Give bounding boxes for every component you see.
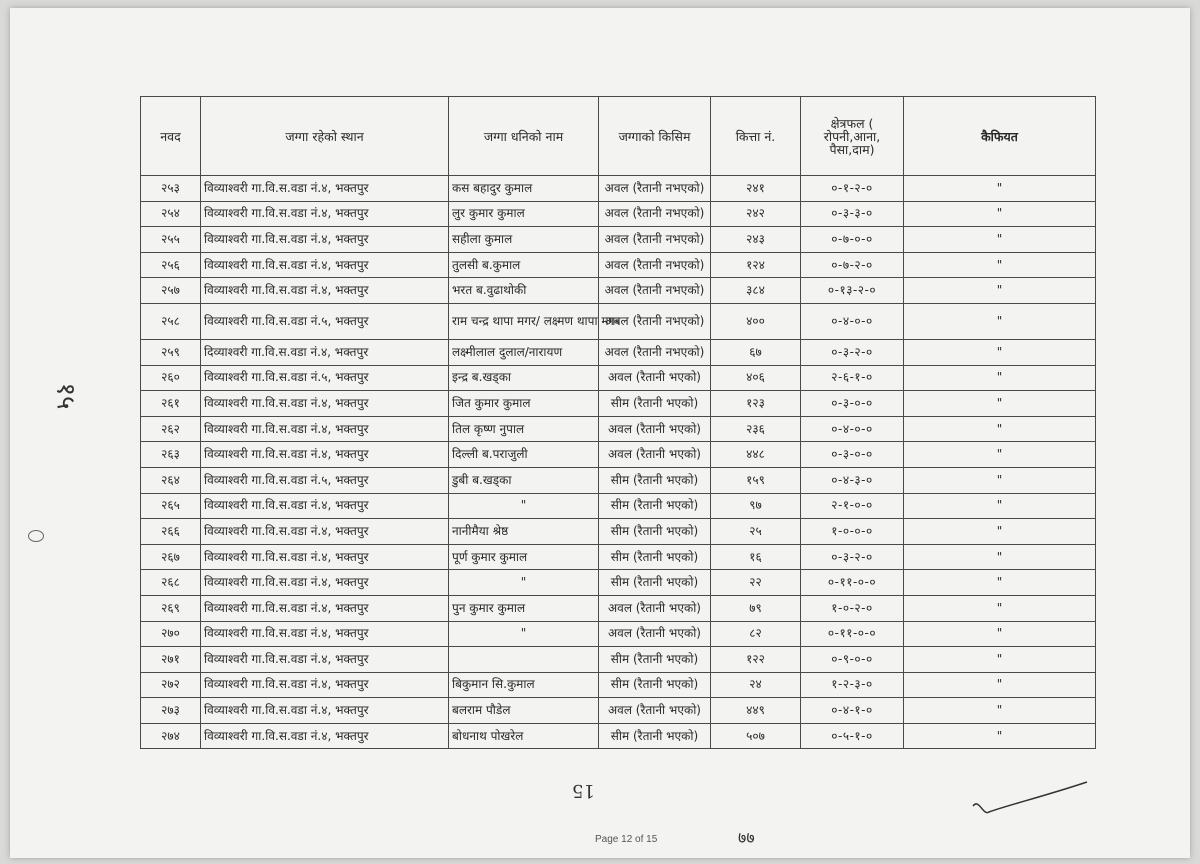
- table-row: [141, 227, 1096, 253]
- land-type-cell: अवल (रैतानी भएको): [599, 595, 711, 621]
- table-row: [141, 647, 1096, 673]
- serial-cell: २७३: [141, 698, 201, 724]
- kitta-cell: ५०७: [711, 723, 801, 749]
- place-cell: विव्याश्वरी गा.वि.स.वडा नं.४, भक्तपुर: [201, 698, 449, 724]
- kitta-cell: २५: [711, 519, 801, 545]
- remarks-cell: ": [904, 723, 1096, 749]
- remarks-cell: ": [904, 647, 1096, 673]
- area-cell: ०-७-०-०: [801, 227, 904, 253]
- table-row: [141, 201, 1096, 227]
- place-cell: विव्याश्वरी गा.वि.स.वडा नं.४, भक्तपुर: [201, 416, 449, 442]
- owner-cell: [449, 647, 599, 673]
- land-type-cell: अवल (रैतानी नभएको): [599, 303, 711, 339]
- signature: [965, 776, 1095, 826]
- serial-cell: २७२: [141, 672, 201, 698]
- table-row: [141, 723, 1096, 749]
- kitta-cell: २४२: [711, 201, 801, 227]
- serial-cell: २६०: [141, 365, 201, 391]
- owner-cell: जित कुमार कुमाल: [449, 391, 599, 417]
- place-cell: विव्याश्वरी गा.वि.स.वडा नं.४, भक्तपुर: [201, 672, 449, 698]
- table-row: [141, 176, 1096, 202]
- owner-cell: सहीला कुमाल: [449, 227, 599, 253]
- land-type-cell: अवल (रैतानी नभएको): [599, 252, 711, 278]
- land-type-cell: सीम (रैतानी भएको): [599, 493, 711, 519]
- serial-cell: २५६: [141, 252, 201, 278]
- owner-cell: डुबी ब.खड्का: [449, 467, 599, 493]
- remarks-cell: ": [904, 227, 1096, 253]
- table-row: [141, 493, 1096, 519]
- land-type-cell: अवल (रैतानी नभएको): [599, 278, 711, 304]
- owner-cell: पुन कुमार कुमाल: [449, 595, 599, 621]
- kitta-cell: १२४: [711, 252, 801, 278]
- header-area: क्षेत्रफल ( रोपनी,आना, पैसा,दाम): [801, 97, 904, 176]
- place-cell: विव्याश्वरी गा.वि.स.वडा नं.४, भक्तपुर: [201, 252, 449, 278]
- kitta-cell: ७९: [711, 595, 801, 621]
- serial-cell: २५९: [141, 339, 201, 365]
- place-cell: विव्याश्वरी गा.वि.स.वडा नं.४, भक्तपुर: [201, 442, 449, 468]
- header-kitta: कित्ता नं.: [711, 97, 801, 176]
- area-cell: ०-७-२-०: [801, 252, 904, 278]
- serial-cell: २६१: [141, 391, 201, 417]
- owner-cell: ": [449, 493, 599, 519]
- serial-cell: २६२: [141, 416, 201, 442]
- kitta-cell: ९७: [711, 493, 801, 519]
- kitta-cell: २४३: [711, 227, 801, 253]
- place-cell: विव्याश्वरी गा.वि.स.वडा नं.४, भक्तपुर: [201, 647, 449, 673]
- land-type-cell: अवल (रैतानी नभएको): [599, 201, 711, 227]
- place-cell: विव्याश्वरी गा.वि.स.वडा नं.४, भक्तपुर: [201, 723, 449, 749]
- kitta-cell: ४४९: [711, 698, 801, 724]
- table-row: [141, 672, 1096, 698]
- area-cell: ०-११-०-०: [801, 621, 904, 647]
- table-row: [141, 698, 1096, 724]
- header-land-type: जग्गाको किसिम: [599, 97, 711, 176]
- header-remarks: कैफियत: [904, 97, 1096, 176]
- remarks-cell: ": [904, 672, 1096, 698]
- kitta-cell: ३८४: [711, 278, 801, 304]
- area-cell: ०-३-०-०: [801, 442, 904, 468]
- place-cell: विव्याश्वरी गा.वि.स.वडा नं.५, भक्तपुर: [201, 467, 449, 493]
- area-cell: ०-१३-२-०: [801, 278, 904, 304]
- header-owner: जग्गा धनिको नाम: [449, 97, 599, 176]
- remarks-cell: ": [904, 278, 1096, 304]
- owner-cell: दिल्ली ब.पराजुली: [449, 442, 599, 468]
- area-cell: १-०-२-०: [801, 595, 904, 621]
- remarks-cell: ": [904, 493, 1096, 519]
- land-type-cell: अवल (रैतानी भएको): [599, 698, 711, 724]
- land-type-cell: सीम (रैतानी भएको): [599, 467, 711, 493]
- kitta-cell: १६: [711, 544, 801, 570]
- remarks-cell: ": [904, 698, 1096, 724]
- serial-cell: २६४: [141, 467, 201, 493]
- remarks-cell: ": [904, 176, 1096, 202]
- area-cell: ०-३-०-०: [801, 391, 904, 417]
- land-type-cell: सीम (रैतानी भएको): [599, 723, 711, 749]
- kitta-cell: २३६: [711, 416, 801, 442]
- owner-cell: लक्ष्मीलाल दुलाल/नारायण: [449, 339, 599, 365]
- serial-cell: २६५: [141, 493, 201, 519]
- remarks-cell: ": [904, 303, 1096, 339]
- area-cell: २-१-०-०: [801, 493, 904, 519]
- land-type-cell: सीम (रैतानी भएको): [599, 544, 711, 570]
- place-cell: दिव्याश्वरी गा.वि.स.वडा नं.४, भक्तपुर: [201, 339, 449, 365]
- owner-cell: लुर कुमार कुमाल: [449, 201, 599, 227]
- kitta-cell: ४०६: [711, 365, 801, 391]
- remarks-cell: ": [904, 339, 1096, 365]
- remarks-cell: ": [904, 201, 1096, 227]
- remarks-cell: ": [904, 621, 1096, 647]
- table-row: [141, 303, 1096, 339]
- land-type-cell: सीम (रैतानी भएको): [599, 570, 711, 596]
- owner-cell: बिकुमान सि.कुमाल: [449, 672, 599, 698]
- area-cell: ०-४-३-०: [801, 467, 904, 493]
- header-serial: नवद: [141, 97, 201, 176]
- owner-cell: तिल कृष्ण नुपाल: [449, 416, 599, 442]
- place-cell: विव्याश्वरी गा.वि.स.वडा नं.४, भक्तपुर: [201, 201, 449, 227]
- serial-cell: २६३: [141, 442, 201, 468]
- table-row: [141, 467, 1096, 493]
- kitta-cell: १५९: [711, 467, 801, 493]
- table-row: [141, 391, 1096, 417]
- area-cell: ०-३-२-०: [801, 544, 904, 570]
- serial-cell: २६६: [141, 519, 201, 545]
- land-type-cell: सीम (रैतानी भएको): [599, 647, 711, 673]
- kitta-cell: १२३: [711, 391, 801, 417]
- owner-cell: इन्द्र ब.खड्का: [449, 365, 599, 391]
- table-row: [141, 278, 1096, 304]
- owner-cell: ": [449, 621, 599, 647]
- area-cell: ०-४-०-०: [801, 303, 904, 339]
- owner-cell: कस बहादुर कुमाल: [449, 176, 599, 202]
- kitta-cell: ४००: [711, 303, 801, 339]
- place-cell: विव्याश्वरी गा.वि.स.वडा नं.५, भक्तपुर: [201, 365, 449, 391]
- remarks-cell: ": [904, 519, 1096, 545]
- remarks-cell: ": [904, 544, 1096, 570]
- kitta-cell: ४४८: [711, 442, 801, 468]
- punch-hole: [28, 530, 44, 542]
- table-row: [141, 442, 1096, 468]
- owner-cell: ": [449, 570, 599, 596]
- serial-cell: २५८: [141, 303, 201, 339]
- place-cell: विव्याश्वरी गा.वि.स.वडा नं.४, भक्तपुर: [201, 519, 449, 545]
- area-cell: ०-४-०-०: [801, 416, 904, 442]
- owner-cell: राम चन्द्र थापा मगर/ लक्ष्मण थापा मगर: [449, 303, 599, 339]
- table-row: [141, 595, 1096, 621]
- handwritten-margin-number: १५: [50, 382, 81, 410]
- area-cell: १-२-३-०: [801, 672, 904, 698]
- serial-cell: २५४: [141, 201, 201, 227]
- table-row: [141, 570, 1096, 596]
- owner-cell: नानीमैया श्रेष्ठ: [449, 519, 599, 545]
- kitta-cell: ६७: [711, 339, 801, 365]
- place-cell: विव्याश्वरी गा.वि.स.वडा नं.४, भक्तपुर: [201, 391, 449, 417]
- remarks-cell: ": [904, 442, 1096, 468]
- serial-cell: २७०: [141, 621, 201, 647]
- serial-cell: २६९: [141, 595, 201, 621]
- area-cell: १-०-०-०: [801, 519, 904, 545]
- land-type-cell: अवल (रैतानी भएको): [599, 442, 711, 468]
- serial-cell: २५५: [141, 227, 201, 253]
- place-cell: विव्याश्वरी गा.वि.स.वडा नं.४, भक्तपुर: [201, 621, 449, 647]
- area-cell: ०-३-३-०: [801, 201, 904, 227]
- land-type-cell: सीम (रैतानी भएको): [599, 672, 711, 698]
- remarks-cell: ": [904, 365, 1096, 391]
- place-cell: विव्याश्वरी गा.वि.स.वडा नं.४, भक्तपुर: [201, 176, 449, 202]
- kitta-cell: २२: [711, 570, 801, 596]
- kitta-cell: २४१: [711, 176, 801, 202]
- land-type-cell: सीम (रैतानी भएको): [599, 519, 711, 545]
- header-place: जग्गा रहेको स्थान: [201, 97, 449, 176]
- land-type-cell: अवल (रैतानी भएको): [599, 365, 711, 391]
- serial-cell: २६८: [141, 570, 201, 596]
- area-cell: ०-९-०-०: [801, 647, 904, 673]
- place-cell: विव्याश्वरी गा.वि.स.वडा नं.४, भक्तपुर: [201, 595, 449, 621]
- remarks-cell: ": [904, 391, 1096, 417]
- table-body: [141, 176, 1096, 749]
- area-cell: ०-११-०-०: [801, 570, 904, 596]
- place-cell: विव्याश्वरी गा.वि.स.वडा नं.५, भक्तपुर: [201, 303, 449, 339]
- table-row: [141, 339, 1096, 365]
- kitta-cell: १२२: [711, 647, 801, 673]
- remarks-cell: ": [904, 570, 1096, 596]
- remarks-cell: ": [904, 252, 1096, 278]
- land-type-cell: अवल (रैतानी भएको): [599, 416, 711, 442]
- land-type-cell: सीम (रैतानी भएको): [599, 391, 711, 417]
- owner-cell: तुलसी ब.कुमाल: [449, 252, 599, 278]
- land-type-cell: अवल (रैतानी नभएको): [599, 176, 711, 202]
- place-cell: विव्याश्वरी गा.वि.स.वडा नं.४, भक्तपुर: [201, 544, 449, 570]
- table-row: [141, 621, 1096, 647]
- table-row: [141, 365, 1096, 391]
- area-cell: २-६-१-०: [801, 365, 904, 391]
- table-header-row: [141, 97, 1096, 176]
- table-row: [141, 416, 1096, 442]
- place-cell: विव्याश्वरी गा.वि.स.वडा नं.४, भक्तपुर: [201, 570, 449, 596]
- document-page: [10, 8, 1190, 858]
- area-cell: ०-३-२-०: [801, 339, 904, 365]
- owner-cell: बलराम पौडेल: [449, 698, 599, 724]
- owner-cell: बोधनाथ पोखरेल: [449, 723, 599, 749]
- remarks-cell: ": [904, 416, 1096, 442]
- serial-cell: २५७: [141, 278, 201, 304]
- handwritten-page-number: ७७: [738, 828, 755, 847]
- owner-cell: पूर्ण कुमार कुमाल: [449, 544, 599, 570]
- serial-cell: २६७: [141, 544, 201, 570]
- table-row: [141, 252, 1096, 278]
- land-record-table: [140, 96, 1096, 749]
- land-type-cell: अवल (रैतानी नभएको): [599, 227, 711, 253]
- area-cell: ०-१-२-०: [801, 176, 904, 202]
- serial-cell: २७४: [141, 723, 201, 749]
- handwritten-bottom-mark: 15: [572, 780, 595, 801]
- page-footer: Page 12 of 15: [595, 834, 658, 845]
- kitta-cell: २४: [711, 672, 801, 698]
- serial-cell: २५३: [141, 176, 201, 202]
- table-row: [141, 544, 1096, 570]
- table-row: [141, 519, 1096, 545]
- land-type-cell: अवल (रैतानी नभएको): [599, 339, 711, 365]
- place-cell: विव्याश्वरी गा.वि.स.वडा नं.४, भक्तपुर: [201, 493, 449, 519]
- land-type-cell: अवल (रैतानी भएको): [599, 621, 711, 647]
- owner-cell: भरत ब.वुढाथोकी: [449, 278, 599, 304]
- serial-cell: २७१: [141, 647, 201, 673]
- area-cell: ०-५-१-०: [801, 723, 904, 749]
- area-cell: ०-४-१-०: [801, 698, 904, 724]
- remarks-cell: ": [904, 595, 1096, 621]
- place-cell: विव्याश्वरी गा.वि.स.वडा नं.४, भक्तपुर: [201, 278, 449, 304]
- place-cell: विव्याश्वरी गा.वि.स.वडा नं.४, भक्तपुर: [201, 227, 449, 253]
- remarks-cell: ": [904, 467, 1096, 493]
- kitta-cell: ८२: [711, 621, 801, 647]
